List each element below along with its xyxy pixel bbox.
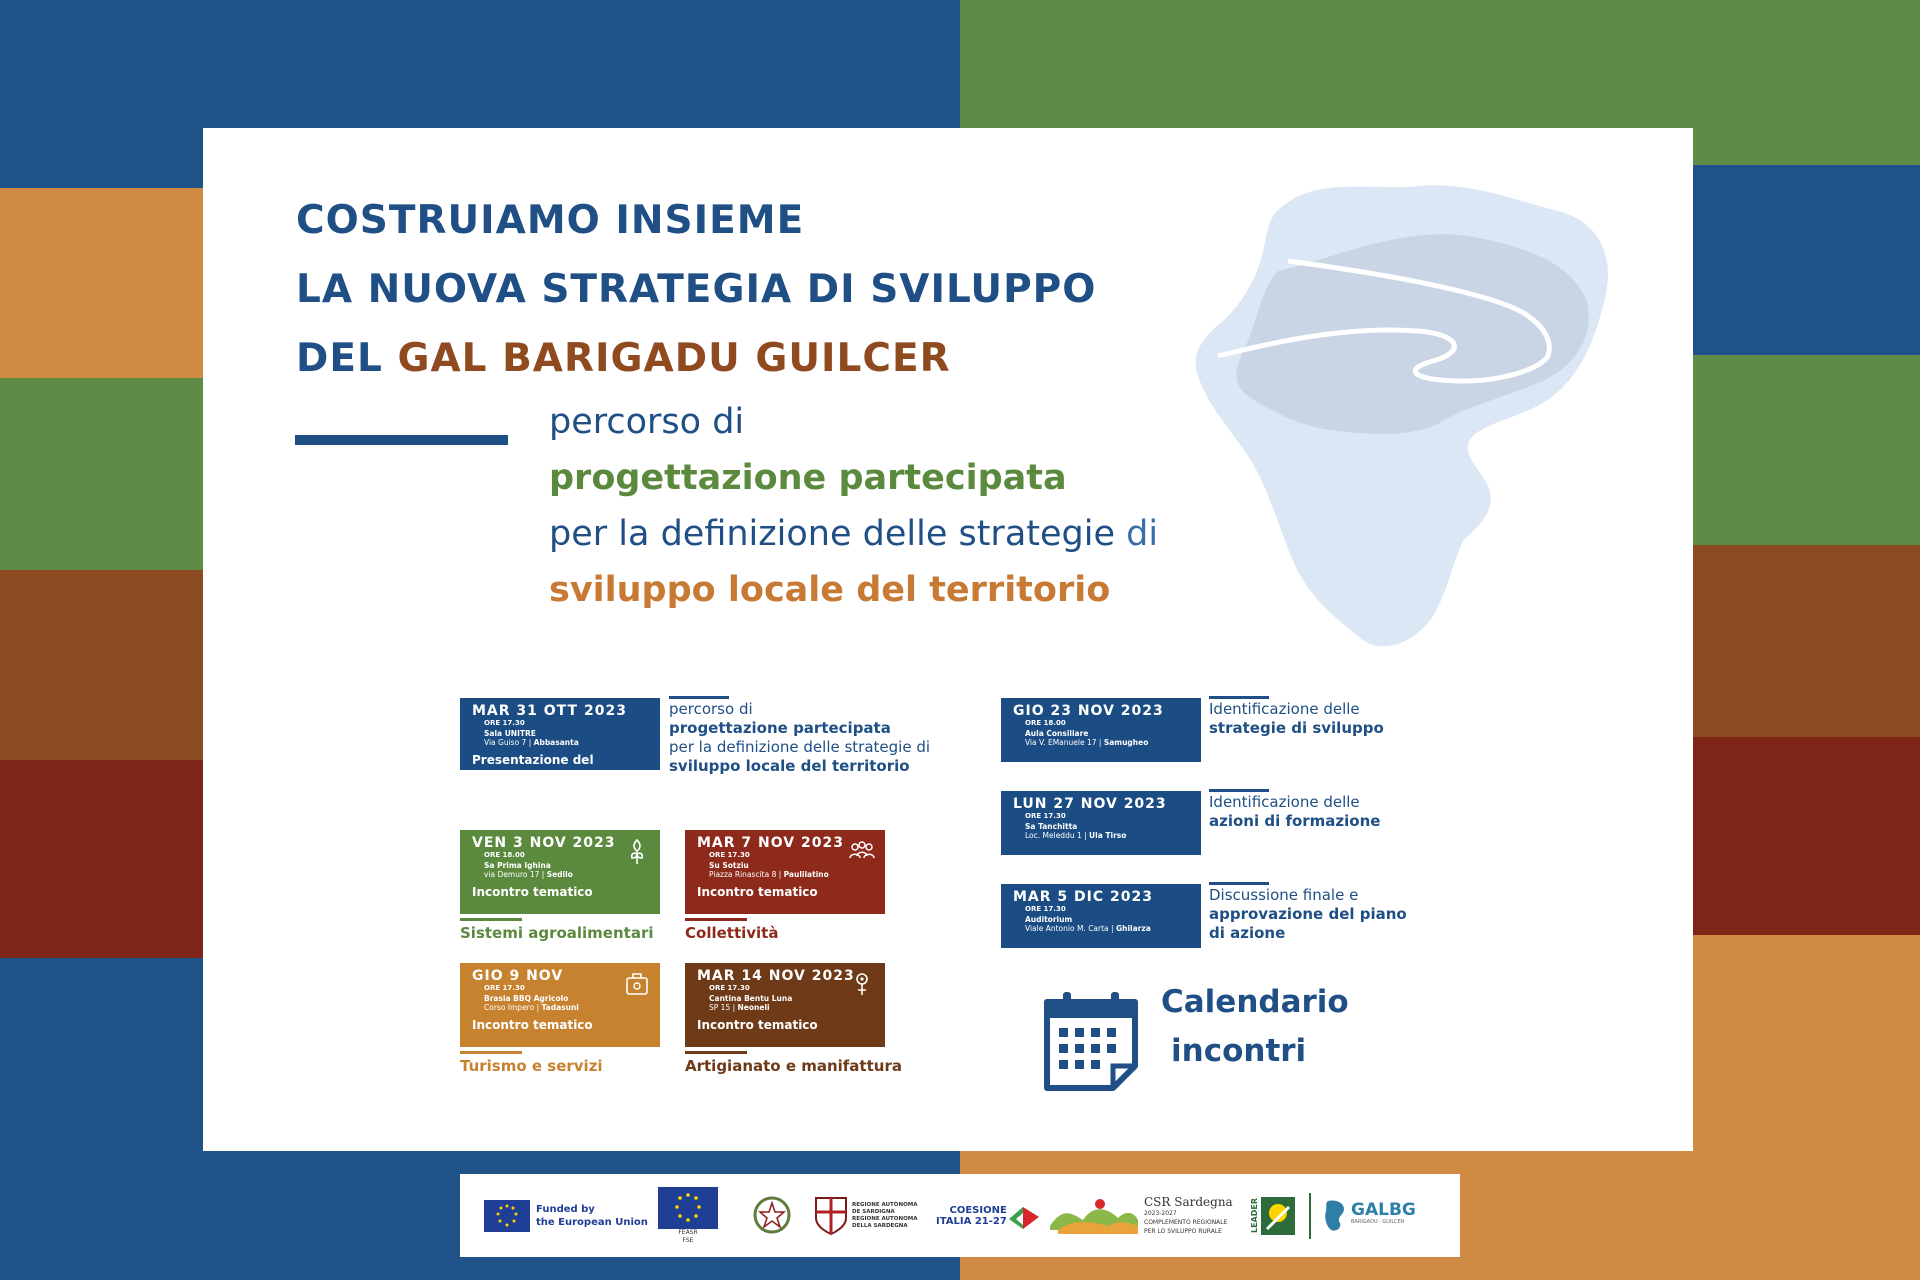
event-7-description xyxy=(1209,789,1380,831)
feasr-text-2: FSE xyxy=(682,1236,694,1244)
event-5-category xyxy=(685,1051,902,1075)
eu-text-2: the European Union xyxy=(536,1216,648,1228)
event-card-7[interactable] xyxy=(1001,791,1201,855)
event-card-2[interactable] xyxy=(460,830,660,914)
leader-text: LEADER xyxy=(1250,1197,1259,1234)
event-card-8[interactable] xyxy=(1001,884,1201,948)
subtitle-line-3b: di xyxy=(1115,514,1159,554)
subtitle-line-3 xyxy=(549,506,1158,562)
desc-line: Identificazione delle xyxy=(1209,793,1360,811)
desc-line-bold: sviluppo locale del territorio xyxy=(669,757,910,775)
eu-logo xyxy=(484,1174,648,1257)
event-date: LUN 27 NOV 2023 xyxy=(1013,796,1167,812)
leader-logo xyxy=(1250,1174,1317,1257)
feasr-logo xyxy=(658,1174,718,1257)
event-date: MAR 5 DIC 2023 xyxy=(1013,889,1153,905)
event-address: Loc. Meleddu 1 | Ula Tirso xyxy=(1025,831,1127,840)
subtitle-line-3a: per la definizione delle strategie xyxy=(549,514,1115,554)
calendar-title xyxy=(1161,978,1349,1076)
event-venue: Auditorium xyxy=(1025,915,1073,924)
event-date: MAR 14 NOV 2023 xyxy=(697,968,855,984)
galbg-mark-icon xyxy=(1322,1199,1348,1233)
event-date: MAR 7 NOV 2023 xyxy=(697,835,844,851)
title-line-1: COSTRUIAMO INSIEME xyxy=(296,198,805,243)
eu-flag-small-icon xyxy=(658,1187,718,1229)
category-bar xyxy=(685,918,747,921)
event-time: ORE 18.00 xyxy=(484,851,525,859)
calendar-line-1: Calendario xyxy=(1161,984,1349,1020)
event-4-category xyxy=(460,1051,603,1075)
category-bar xyxy=(685,1051,747,1054)
event-time: ORE 17.30 xyxy=(709,984,750,992)
address-street: Via V. EManuele 17 xyxy=(1025,738,1097,747)
event-venue: Sa Prima Ighina xyxy=(484,861,551,870)
subtitle-line-4: sviluppo locale del territorio xyxy=(549,570,1111,610)
eu-flag-icon xyxy=(484,1200,530,1232)
desc-bar xyxy=(1209,789,1269,792)
main-card xyxy=(203,128,1693,1151)
event-card-1[interactable] xyxy=(460,698,660,781)
event-time: ORE 17.30 xyxy=(1025,905,1066,913)
event-date: GIO 23 NOV 2023 xyxy=(1013,703,1164,719)
event-address: via Demuro 17 | Sedilo xyxy=(484,870,573,879)
desc-line-bold: strategie di sviluppo xyxy=(1209,719,1384,737)
event-time: ORE 17.30 xyxy=(484,984,525,992)
sardegna-shield-icon xyxy=(814,1196,848,1236)
event-venue: Su Sotziu xyxy=(709,861,749,870)
italy-emblem xyxy=(752,1174,792,1257)
address-street: Via Guiso 7 xyxy=(484,738,527,747)
event-time: ORE 17.30 xyxy=(1025,812,1066,820)
title-divider xyxy=(295,435,508,445)
galbg-subtitle: BARIGADU · GUILCER xyxy=(1351,1218,1405,1225)
event-card-4[interactable] xyxy=(460,963,660,1047)
wheat-icon xyxy=(622,836,652,866)
event-address: SP 15 | Neoneli xyxy=(709,1003,770,1012)
event-venue: Sala UNITRE xyxy=(484,729,536,738)
region-text-2: DE SARDIGNA xyxy=(852,1208,895,1215)
galbg-logo xyxy=(1322,1174,1416,1257)
event-card-3[interactable] xyxy=(685,830,885,914)
title-prefix: DEL xyxy=(296,336,398,381)
category-label: Turismo e servizi xyxy=(460,1057,603,1075)
band-right-3 xyxy=(1693,355,1920,545)
address-street: SP 15 xyxy=(709,1003,731,1012)
subtitle-line-1: percorso di xyxy=(549,402,745,442)
event-address: Viale Antonio M. Carta | Ghilarza xyxy=(1025,924,1151,933)
title-line-3 xyxy=(296,324,1096,393)
address-town: Abbasanta xyxy=(533,738,579,747)
category-bar xyxy=(460,1051,522,1054)
sardegna-region-logo xyxy=(814,1174,918,1257)
luggage-icon xyxy=(622,969,652,999)
event-kind: Incontro tematico xyxy=(697,885,818,899)
logo-separator xyxy=(1309,1193,1311,1239)
feasr-text-1: FEASR xyxy=(678,1228,698,1236)
desc-bar xyxy=(1209,696,1269,699)
event-card-6[interactable] xyxy=(1001,698,1201,762)
band-left-5 xyxy=(0,760,203,958)
event-date: MAR 31 OTT 2023 xyxy=(472,703,627,719)
event-3-category xyxy=(685,918,778,942)
event-address: Piazza Rinascita 8 | Paulilatino xyxy=(709,870,829,879)
address-street: Corso Impero xyxy=(484,1003,535,1012)
category-label: Collettività xyxy=(685,924,779,942)
event-kind: Incontro tematico xyxy=(472,1018,593,1032)
band-left-2 xyxy=(0,188,203,378)
event-time: ORE 17.30 xyxy=(709,851,750,859)
event-6-description xyxy=(1209,696,1384,738)
desc-line-bold: di azione xyxy=(1209,924,1286,942)
address-town: Paulilatino xyxy=(783,870,829,879)
band-left-3 xyxy=(0,378,203,570)
event-address: Via Guiso 7 | Abbasanta xyxy=(484,738,579,747)
coesione-logo xyxy=(936,1174,1041,1257)
band-right-2 xyxy=(1693,165,1920,355)
category-label: Artigianato e manifattura xyxy=(685,1057,902,1075)
csr-title: CSR Sardegna xyxy=(1144,1195,1233,1209)
desc-line: Discussione finale e xyxy=(1209,886,1359,904)
italy-emblem-icon xyxy=(752,1193,792,1239)
desc-line-bold: approvazione del piano xyxy=(1209,905,1407,923)
subtitle-line-2: progettazione partecipata xyxy=(549,458,1067,498)
csr-years: 2023-2027 xyxy=(1144,1210,1177,1217)
desc-bar xyxy=(669,696,729,699)
event-card-5[interactable] xyxy=(685,963,885,1047)
event-time: ORE 18.00 xyxy=(1025,719,1066,727)
desc-line: per la definizione delle strategie di xyxy=(669,738,931,756)
subtitle xyxy=(549,394,1158,618)
csr-text-1: COMPLEMENTO REGIONALE xyxy=(1144,1219,1228,1226)
address-town: Ghilarza xyxy=(1115,924,1151,933)
event-venue: Aula Consiliare xyxy=(1025,729,1089,738)
event-8-description xyxy=(1209,882,1407,943)
event-kind: Incontro tematico xyxy=(697,1018,818,1032)
event-2-category xyxy=(460,918,654,942)
desc-bar xyxy=(1209,882,1269,885)
desc-line: percorso di xyxy=(669,700,753,718)
desc-line-bold: progettazione partecipata xyxy=(669,719,891,737)
event-kind: Incontro tematico xyxy=(472,885,593,899)
address-town: Samugheo xyxy=(1103,738,1149,747)
address-street: Viale Antonio M. Carta xyxy=(1025,924,1109,933)
event-date: VEN 3 NOV 2023 xyxy=(472,835,616,851)
address-town: Sedilo xyxy=(546,870,573,879)
craft-tool-icon xyxy=(847,969,877,999)
event-address: Via V. EManuele 17 | Samugheo xyxy=(1025,738,1149,747)
event-date: GIO 9 NOV xyxy=(472,968,564,984)
eu-text-1: Funded by xyxy=(536,1203,595,1215)
band-right-5 xyxy=(1693,737,1920,935)
address-street: Loc. Meleddu 1 xyxy=(1025,831,1082,840)
csr-text-2: PER LO SVILUPPO RURALE xyxy=(1144,1228,1222,1235)
event-venue: Brasia BBQ Agricolo xyxy=(484,994,569,1003)
event-address: Corso Impero | Tadasuni xyxy=(484,1003,579,1012)
address-town: Ula Tirso xyxy=(1089,831,1127,840)
address-street: Piazza Rinascita 8 xyxy=(709,870,777,879)
desc-line: Identificazione delle xyxy=(1209,700,1360,718)
region-text-1: REGIONE AUTÒNOMA xyxy=(852,1201,918,1208)
coesione-mark-icon xyxy=(1007,1201,1041,1231)
csr-landscape-icon xyxy=(1048,1196,1140,1236)
calendar-icon xyxy=(1041,988,1141,1093)
leader-mark-icon xyxy=(1259,1193,1303,1239)
calendar-line-2: incontri xyxy=(1171,1033,1307,1069)
address-street: via Demuro 17 xyxy=(484,870,540,879)
title-line-2: LA NUOVA STRATEGIA DI SVILUPPO xyxy=(296,267,1097,312)
gal-name: GAL BARIGADU GUILCER xyxy=(397,336,951,381)
desc-line-bold: azioni di formazione xyxy=(1209,812,1381,830)
event-kind: Presentazione del percorso xyxy=(472,753,594,781)
csr-sardegna-logo xyxy=(1048,1174,1233,1257)
band-left-4 xyxy=(0,570,203,760)
territory-map-icon xyxy=(1188,166,1628,656)
band-right-4 xyxy=(1693,545,1920,737)
coesione-text-1: COESIONE xyxy=(949,1204,1007,1216)
region-text-3: REGIONE AUTONOMA xyxy=(852,1215,918,1222)
event-1-description xyxy=(669,696,930,776)
region-text-4: DELLA SARDEGNA xyxy=(852,1222,908,1229)
coesione-text-2: ITALIA 21-27 xyxy=(936,1215,1007,1227)
category-bar xyxy=(460,918,522,921)
galbg-title: GALBG xyxy=(1351,1199,1416,1220)
event-time: ORE 17.30 xyxy=(484,719,525,727)
people-group-icon xyxy=(847,836,877,866)
category-label: Sistemi agroalimentari xyxy=(460,924,654,942)
partner-logos-strip xyxy=(460,1174,1460,1257)
event-venue: Sa Tanchitta xyxy=(1025,822,1078,831)
address-town: Tadasuni xyxy=(541,1003,579,1012)
address-town: Neoneli xyxy=(737,1003,770,1012)
event-venue: Cantina Bentu Luna xyxy=(709,994,793,1003)
page-title xyxy=(296,186,1096,393)
